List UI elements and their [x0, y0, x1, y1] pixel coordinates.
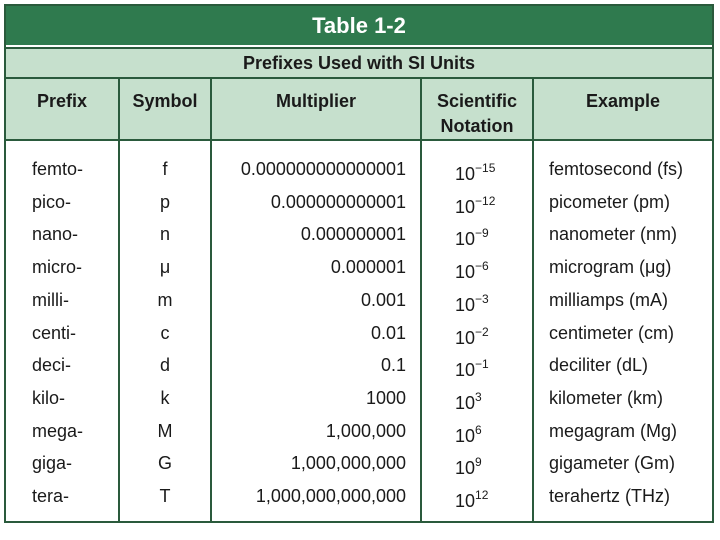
symbol-cell: c	[160, 322, 170, 343]
multiplier-cell: 0.01	[370, 322, 406, 343]
example-cell: femtosecond (fs)	[549, 159, 684, 179]
table-title: Table 1-2	[6, 6, 712, 45]
table-row	[6, 447, 712, 480]
scientific-notation-cell	[455, 284, 489, 317]
sci-exponent: −3	[475, 291, 489, 306]
header-multiplier: Multiplier	[276, 91, 356, 111]
table-row	[6, 186, 712, 219]
scientific-notation-cell	[455, 415, 482, 448]
table-row	[6, 382, 712, 415]
sci-base: 10	[455, 164, 476, 184]
scientific-notation-cell	[455, 153, 495, 186]
example-cell: gigameter (Gm)	[549, 453, 676, 474]
table-body	[6, 141, 712, 521]
multiplier-cell: 1000	[365, 387, 406, 408]
scientific-notation-cell	[455, 349, 489, 382]
prefix-cell: deci-	[32, 355, 72, 376]
header-scientific-line2: Notation	[440, 116, 514, 136]
sci-exponent: 6	[475, 422, 482, 437]
example-cell: terahertz (THz)	[549, 486, 671, 506]
example-cell: kilometer (km)	[549, 387, 664, 408]
multiplier-cell: 0.001	[360, 289, 406, 310]
multiplier-cell: 1,000,000,000,000	[255, 486, 406, 506]
sci-base: 10	[455, 327, 476, 348]
scientific-notation-cell	[455, 251, 489, 284]
prefix-cell: pico-	[32, 191, 72, 212]
table-row	[6, 284, 712, 317]
prefix-cell: femto-	[32, 159, 84, 179]
scientific-notation-cell	[455, 186, 495, 219]
sci-exponent: 12	[475, 488, 489, 502]
symbol-cell: T	[159, 486, 171, 506]
sci-exponent: 3	[475, 389, 482, 404]
sci-exponent: −12	[475, 193, 496, 208]
sci-base: 10	[455, 425, 476, 446]
example-cell: picometer (pm)	[549, 191, 671, 212]
prefix-cell: tera-	[32, 486, 70, 506]
sci-base: 10	[455, 294, 476, 315]
multiplier-cell: 1,000,000,000	[290, 453, 406, 474]
prefix-cell: nano-	[32, 224, 79, 245]
scientific-notation-cell	[455, 480, 488, 513]
scientific-notation-cell	[455, 218, 489, 251]
symbol-cell: f	[162, 159, 168, 179]
table-row	[6, 349, 712, 382]
sci-exponent: −6	[475, 259, 489, 274]
scientific-notation-cell	[455, 317, 489, 350]
scientific-notation-cell	[455, 382, 482, 415]
sci-base: 10	[455, 229, 476, 250]
header-prefix: Prefix	[36, 91, 88, 111]
sci-base: 10	[455, 262, 476, 283]
prefix-cell: micro-	[32, 257, 82, 278]
sci-exponent: −2	[475, 324, 489, 339]
example-cell: megagram (Mg)	[549, 420, 678, 441]
multiplier-cell: 0.1	[380, 355, 406, 376]
prefix-cell: mega-	[32, 420, 84, 441]
symbol-cell: m	[157, 289, 173, 310]
header-row	[6, 79, 712, 141]
sci-exponent: −9	[475, 226, 489, 241]
table-row	[6, 251, 712, 284]
sci-base: 10	[455, 392, 476, 413]
example-cell: milliamps (mA)	[549, 289, 668, 310]
table-row	[6, 415, 712, 448]
header-symbol: Symbol	[132, 91, 198, 111]
sci-base: 10	[455, 458, 476, 479]
symbol-cell: μ	[159, 257, 171, 278]
multiplier-cell: 0.000000001	[300, 224, 406, 245]
symbol-cell: G	[157, 453, 172, 474]
multiplier-cell: 0.000000000000001	[240, 159, 406, 179]
multiplier-cell: 1,000,000	[325, 420, 406, 441]
table-row	[6, 317, 712, 350]
sci-base: 10	[455, 491, 476, 511]
scientific-notation-cell	[455, 447, 482, 480]
example-cell: microgram (μg)	[549, 257, 672, 278]
header-example: Example	[585, 91, 661, 111]
multiplier-cell: 0.000001	[330, 257, 406, 278]
header-scientific-notation	[422, 79, 532, 139]
sci-exponent: 9	[475, 455, 482, 470]
symbol-cell: k	[160, 387, 170, 408]
table-row	[6, 218, 712, 251]
example-cell: nanometer (nm)	[549, 224, 678, 245]
header-scientific-line1: Scientific	[436, 91, 518, 111]
sci-exponent: −1	[475, 357, 489, 372]
multiplier-cell: 0.000000000001	[270, 191, 406, 212]
symbol-cell: n	[159, 224, 170, 245]
table-subtitle: Prefixes Used with SI Units	[6, 47, 712, 79]
example-cell: deciliter (dL)	[549, 355, 649, 376]
example-cell: centimeter (cm)	[549, 322, 675, 343]
prefix-cell: kilo-	[32, 387, 66, 408]
sci-exponent: −15	[475, 161, 496, 175]
symbol-cell: M	[157, 420, 173, 441]
prefix-cell: centi-	[32, 322, 77, 343]
sci-base: 10	[455, 196, 476, 217]
symbol-cell: d	[159, 355, 170, 376]
table-row	[6, 480, 712, 513]
table-row	[6, 153, 712, 186]
prefix-cell: giga-	[32, 453, 73, 474]
sci-base: 10	[455, 360, 476, 381]
prefix-cell: milli-	[32, 289, 69, 310]
si-prefix-table	[4, 4, 714, 523]
symbol-cell: p	[159, 191, 170, 212]
